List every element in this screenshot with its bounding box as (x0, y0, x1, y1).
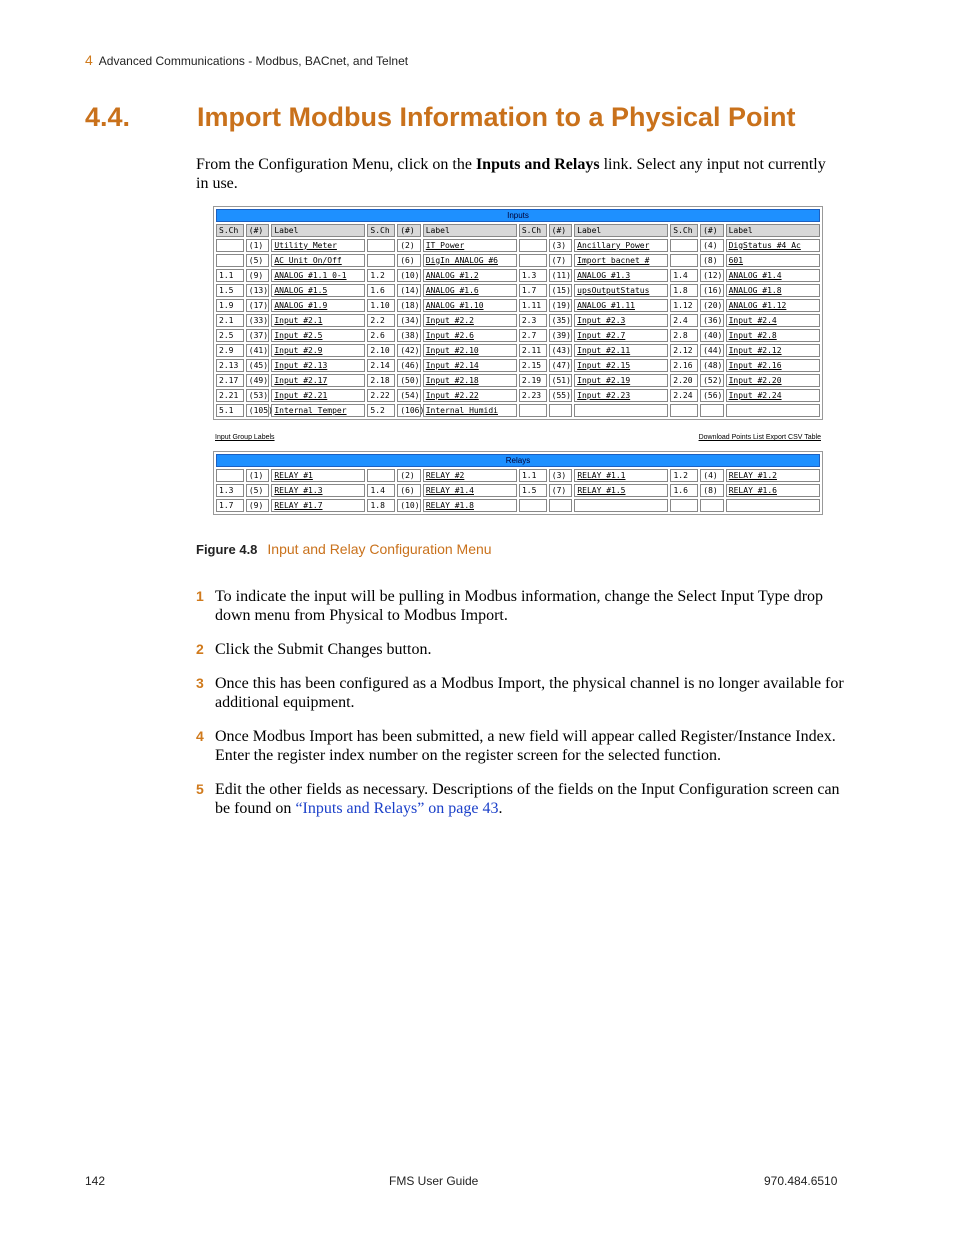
input-label-link[interactable]: Input #2.6 (423, 329, 517, 342)
input-label-link[interactable]: 601 (726, 254, 820, 267)
input-channel-cell: 2.10 (367, 344, 395, 357)
input-label-link[interactable]: Input #2.4 (726, 314, 820, 327)
input-label-link[interactable]: Input #2.22 (423, 389, 517, 402)
column-header: S.Ch (216, 224, 244, 237)
input-label-link (574, 404, 668, 417)
inputs-table (213, 206, 823, 420)
input-index-cell: (53) (246, 389, 270, 402)
input-index-cell: (33) (246, 314, 270, 327)
relay-label-link[interactable]: RELAY #1.6 (726, 484, 820, 497)
input-channel-cell (670, 254, 698, 267)
relay-index-cell (549, 499, 573, 512)
relay-index-cell: (2) (397, 469, 421, 482)
input-channel-cell (367, 254, 395, 267)
relay-row (216, 484, 820, 497)
input-channel-cell: 1.9 (216, 299, 244, 312)
relay-row (216, 499, 820, 512)
input-label-link[interactable]: Input #2.5 (271, 329, 365, 342)
step-number: 2 (196, 641, 204, 657)
input-label-link[interactable]: Input #2.13 (271, 359, 365, 372)
intro-text: From the Configuration Menu, click on the (196, 156, 476, 173)
input-label-link[interactable]: ANALOG #1.3 (574, 269, 668, 282)
input-channel-cell: 2.2 (367, 314, 395, 327)
step-number: 3 (196, 675, 204, 691)
relay-label-link[interactable]: RELAY #1.1 (574, 469, 668, 482)
input-label-link[interactable]: ANALOG #1.8 (726, 284, 820, 297)
relay-channel-cell (367, 469, 395, 482)
input-channel-cell: 2.5 (216, 329, 244, 342)
input-channel-cell: 2.23 (519, 389, 547, 402)
input-label-link[interactable]: DigIn ANALOG #6 (423, 254, 517, 267)
input-channel-cell: 1.1 (216, 269, 244, 282)
input-label-link[interactable]: Input #2.18 (423, 374, 517, 387)
steps-list (196, 587, 846, 833)
input-label-link[interactable]: Ancillary Power (574, 239, 668, 252)
input-index-cell: (2) (397, 239, 421, 252)
relay-label-link (574, 499, 668, 512)
input-channel-cell (519, 239, 547, 252)
input-channel-cell: 2.6 (367, 329, 395, 342)
input-label-link[interactable]: Input #2.8 (726, 329, 820, 342)
input-channel-cell: 2.7 (519, 329, 547, 342)
input-index-cell: (40) (700, 329, 724, 342)
input-index-cell: (46) (397, 359, 421, 372)
relay-channel-cell: 1.3 (216, 484, 244, 497)
input-index-cell: (11) (549, 269, 573, 282)
input-label-link[interactable]: Input #2.17 (271, 374, 365, 387)
section-number: 4.4. (85, 102, 131, 132)
input-label-link[interactable]: DigStatus #4 Ac (726, 239, 820, 252)
input-index-cell: (39) (549, 329, 573, 342)
input-label-link[interactable]: ANALOG #1.2 (423, 269, 517, 282)
input-index-cell: (44) (700, 344, 724, 357)
input-index-cell: (55) (549, 389, 573, 402)
input-label-link[interactable]: Input #2.1 (271, 314, 365, 327)
input-label-link[interactable]: AC Unit On/Off (271, 254, 365, 267)
input-channel-cell: 1.4 (670, 269, 698, 282)
input-index-cell: (45) (246, 359, 270, 372)
input-label-link[interactable]: Input #2.21 (271, 389, 365, 402)
figure-caption (196, 541, 492, 557)
step-item (196, 727, 846, 765)
step-text-tail: . (498, 800, 503, 817)
input-channel-cell: 2.22 (367, 389, 395, 402)
relay-label-link[interactable]: RELAY #1.7 (271, 499, 365, 512)
input-index-cell: (10) (397, 269, 421, 282)
inputs-header-row (216, 224, 820, 237)
relay-channel-cell: 1.6 (670, 484, 698, 497)
relay-index-cell: (8) (700, 484, 724, 497)
input-index-cell: (43) (549, 344, 573, 357)
input-index-cell: (38) (397, 329, 421, 342)
input-channel-cell: 2.13 (216, 359, 244, 372)
relay-label-link[interactable]: RELAY #1.4 (423, 484, 517, 497)
relay-index-cell: (3) (549, 469, 573, 482)
input-index-cell: (18) (397, 299, 421, 312)
input-channel-cell: 1.2 (367, 269, 395, 282)
input-index-cell: (16) (700, 284, 724, 297)
inputs-relays-screenshot (213, 206, 823, 515)
relay-channel-cell (519, 499, 547, 512)
input-row (216, 284, 820, 297)
column-header: (#) (246, 224, 270, 237)
input-label-link[interactable]: Input #2.9 (271, 344, 365, 357)
download-points-list-link[interactable]: Download Points List Export CSV Table (698, 434, 821, 441)
input-channel-cell (216, 254, 244, 267)
input-label-link[interactable]: ANALOG #1.12 (726, 299, 820, 312)
step-number: 4 (196, 728, 204, 744)
input-index-cell (549, 404, 573, 417)
input-label-link[interactable]: ANALOG #1.10 (423, 299, 517, 312)
relay-label-link[interactable]: RELAY #1.3 (271, 484, 365, 497)
relay-channel-cell: 1.7 (216, 499, 244, 512)
input-channel-cell: 2.4 (670, 314, 698, 327)
input-channel-cell: 1.11 (519, 299, 547, 312)
input-channel-cell: 5.1 (216, 404, 244, 417)
relay-index-cell: (1) (246, 469, 270, 482)
intro-text-end: link. Select any input not currently in use. (196, 156, 826, 192)
input-channel-cell: 2.19 (519, 374, 547, 387)
relay-index-cell: (6) (397, 484, 421, 497)
relay-index-cell: (10) (397, 499, 421, 512)
input-index-cell: (15) (549, 284, 573, 297)
input-channel-cell: 2.20 (670, 374, 698, 387)
input-channel-cell: 1.10 (367, 299, 395, 312)
section-heading (85, 102, 796, 133)
input-channel-cell: 1.6 (367, 284, 395, 297)
input-label-link[interactable]: Internal Humidi (423, 404, 517, 417)
column-header: Label (423, 224, 517, 237)
input-row (216, 314, 820, 327)
input-channel-cell: 2.14 (367, 359, 395, 372)
input-label-link (726, 404, 820, 417)
input-channel-cell: 1.5 (216, 284, 244, 297)
column-header: Label (271, 224, 365, 237)
input-label-link[interactable]: Internal Temper (271, 404, 365, 417)
inputs-and-relays-xref-link[interactable]: “Inputs and Relays” on page 43 (295, 800, 499, 817)
input-index-cell: (35) (549, 314, 573, 327)
chapter-title: Advanced Communications - Modbus, BACnet, and Telnet (98, 54, 409, 68)
input-row (216, 269, 820, 282)
input-index-cell: (52) (700, 374, 724, 387)
input-index-cell: (105) (246, 404, 270, 417)
input-label-link[interactable]: Input #2.24 (726, 389, 820, 402)
input-channel-cell: 2.17 (216, 374, 244, 387)
input-index-cell: (36) (700, 314, 724, 327)
step-text: Once this has been configured as a Modbus Import, the physical channel is no longer available for additional equipment. (215, 675, 844, 711)
input-channel-cell: 2.24 (670, 389, 698, 402)
input-label-link[interactable]: ANALOG #1.5 (271, 284, 365, 297)
input-index-cell: (49) (246, 374, 270, 387)
relay-label-link (726, 499, 820, 512)
inputs-banner: Inputs (216, 209, 820, 222)
input-row (216, 329, 820, 342)
step-item (196, 780, 846, 818)
relay-channel-cell: 1.5 (519, 484, 547, 497)
step-item (196, 587, 846, 625)
input-index-cell: (3) (549, 239, 573, 252)
chapter-number: 4 (85, 52, 93, 68)
column-header: S.Ch (519, 224, 547, 237)
input-label-link[interactable]: Input #2.12 (726, 344, 820, 357)
step-item (196, 674, 846, 712)
input-index-cell: (13) (246, 284, 270, 297)
input-label-link[interactable]: Input #2.3 (574, 314, 668, 327)
relay-label-link[interactable]: RELAY #1 (271, 469, 365, 482)
input-label-link[interactable]: IT Power (423, 239, 517, 252)
relays-table (213, 451, 823, 515)
column-header: Label (574, 224, 668, 237)
relay-channel-cell: 1.2 (670, 469, 698, 482)
input-channel-cell: 2.12 (670, 344, 698, 357)
figure-title: Input and Relay Configuration Menu (267, 541, 492, 557)
input-label-link[interactable]: upsOutputStatus (574, 284, 668, 297)
relay-label-link[interactable]: RELAY #1.8 (423, 499, 517, 512)
input-row (216, 374, 820, 387)
input-channel-cell (367, 239, 395, 252)
relays-banner: Relays (216, 454, 820, 467)
input-channel-cell: 2.3 (519, 314, 547, 327)
input-index-cell (700, 404, 724, 417)
input-label-link[interactable]: Import bacnet # (574, 254, 668, 267)
step-number: 1 (196, 588, 204, 604)
relay-index-cell: (4) (700, 469, 724, 482)
figure-label: Figure 4.8 (196, 542, 258, 557)
input-index-cell: (12) (700, 269, 724, 282)
step-text: To indicate the input will be pulling in Modbus information, change the Select Input Type drop down menu from Physical to Modbus Import. (215, 588, 824, 624)
input-channel-cell (670, 404, 698, 417)
input-label-link[interactable]: Input #2.23 (574, 389, 668, 402)
input-row (216, 254, 820, 267)
input-channel-cell (216, 239, 244, 252)
input-index-cell: (42) (397, 344, 421, 357)
input-index-cell: (50) (397, 374, 421, 387)
input-channel-cell: 1.12 (670, 299, 698, 312)
input-channel-cell (519, 404, 547, 417)
relay-channel-cell (216, 469, 244, 482)
input-label-link[interactable]: ANALOG #1.11 (574, 299, 668, 312)
step-number: 5 (196, 781, 204, 797)
relay-index-cell: (9) (246, 499, 270, 512)
input-channel-cell: 1.3 (519, 269, 547, 282)
relay-channel-cell: 1.4 (367, 484, 395, 497)
input-row (216, 404, 820, 417)
input-label-link[interactable]: Input #2.7 (574, 329, 668, 342)
input-channel-cell: 2.11 (519, 344, 547, 357)
input-index-cell: (4) (700, 239, 724, 252)
column-header: (#) (700, 224, 724, 237)
input-row (216, 389, 820, 402)
input-index-cell: (41) (246, 344, 270, 357)
input-index-cell: (7) (549, 254, 573, 267)
input-index-cell: (9) (246, 269, 270, 282)
relay-label-link[interactable]: RELAY #1.2 (726, 469, 820, 482)
input-channel-cell: 2.15 (519, 359, 547, 372)
relay-index-cell: (5) (246, 484, 270, 497)
column-header: S.Ch (670, 224, 698, 237)
input-label-link[interactable]: ANALOG #1.4 (726, 269, 820, 282)
relay-row (216, 469, 820, 482)
input-index-cell: (19) (549, 299, 573, 312)
input-label-link[interactable]: Input #2.14 (423, 359, 517, 372)
input-channel-cell: 2.9 (216, 344, 244, 357)
input-label-link[interactable]: Input #2.19 (574, 374, 668, 387)
input-index-cell: (6) (397, 254, 421, 267)
running-header (85, 52, 408, 68)
screen-links (215, 434, 821, 441)
input-index-cell: (14) (397, 284, 421, 297)
relay-channel-cell (670, 499, 698, 512)
relay-index-cell: (7) (549, 484, 573, 497)
relay-label-link[interactable]: RELAY #2 (423, 469, 517, 482)
column-header: (#) (549, 224, 573, 237)
input-index-cell: (20) (700, 299, 724, 312)
input-channel-cell: 2.21 (216, 389, 244, 402)
input-channel-cell: 2.18 (367, 374, 395, 387)
input-label-link[interactable]: ANALOG #1.1 0-1 (271, 269, 365, 282)
input-label-link[interactable]: Input #2.10 (423, 344, 517, 357)
input-row (216, 344, 820, 357)
input-index-cell: (1) (246, 239, 270, 252)
input-index-cell: (47) (549, 359, 573, 372)
input-channel-cell: 2.1 (216, 314, 244, 327)
input-label-link[interactable]: Input #2.2 (423, 314, 517, 327)
input-channel-cell: 1.8 (670, 284, 698, 297)
column-header: S.Ch (367, 224, 395, 237)
input-index-cell: (51) (549, 374, 573, 387)
footer-phone: 970.484.6510 (764, 1174, 838, 1188)
intro-paragraph (196, 155, 836, 193)
relay-index-cell (700, 499, 724, 512)
relay-channel-cell: 1.1 (519, 469, 547, 482)
intro-link-name: Inputs and Relays (475, 156, 600, 173)
relay-label-link[interactable]: RELAY #1.5 (574, 484, 668, 497)
input-row (216, 239, 820, 252)
input-index-cell: (48) (700, 359, 724, 372)
input-label-link[interactable]: Input #2.15 (574, 359, 668, 372)
input-channel-cell (519, 254, 547, 267)
input-index-cell: (5) (246, 254, 270, 267)
input-index-cell: (34) (397, 314, 421, 327)
footer-doc-title: FMS User Guide (389, 1174, 479, 1188)
input-label-link[interactable]: Input #2.11 (574, 344, 668, 357)
input-index-cell: (17) (246, 299, 270, 312)
input-label-link[interactable]: Input #2.16 (726, 359, 820, 372)
input-index-cell: (37) (246, 329, 270, 342)
input-index-cell: (8) (700, 254, 724, 267)
input-channel-cell: 1.7 (519, 284, 547, 297)
input-label-link[interactable]: Utility Meter (271, 239, 365, 252)
input-index-cell: (54) (397, 389, 421, 402)
input-label-link[interactable]: Input #2.20 (726, 374, 820, 387)
input-row (216, 359, 820, 372)
input-channel-cell: 2.16 (670, 359, 698, 372)
input-label-link[interactable]: ANALOG #1.6 (423, 284, 517, 297)
footer-page-number: 142 (85, 1174, 106, 1188)
input-group-labels-link[interactable]: Input Group Labels (215, 434, 275, 441)
input-index-cell: (106) (397, 404, 421, 417)
input-label-link[interactable]: ANALOG #1.9 (271, 299, 365, 312)
input-channel-cell: 5.2 (367, 404, 395, 417)
input-index-cell: (56) (700, 389, 724, 402)
section-title: Import Modbus Information to a Physical Point (197, 102, 796, 132)
step-text: Once Modbus Import has been submitted, a new field will appear called Register/Instance Index. Enter the register index number on the register screen for the selected function. (215, 728, 836, 764)
column-header: (#) (397, 224, 421, 237)
step-item (196, 640, 846, 659)
input-row (216, 299, 820, 312)
step-text: Click the Submit Changes button. (215, 641, 432, 658)
input-channel-cell (670, 239, 698, 252)
step-text: Edit the other fields as necessary. Descriptions of the fields on the Input Configuration screen can be found on (215, 781, 840, 817)
column-header: Label (726, 224, 820, 237)
input-channel-cell: 2.8 (670, 329, 698, 342)
relay-channel-cell: 1.8 (367, 499, 395, 512)
